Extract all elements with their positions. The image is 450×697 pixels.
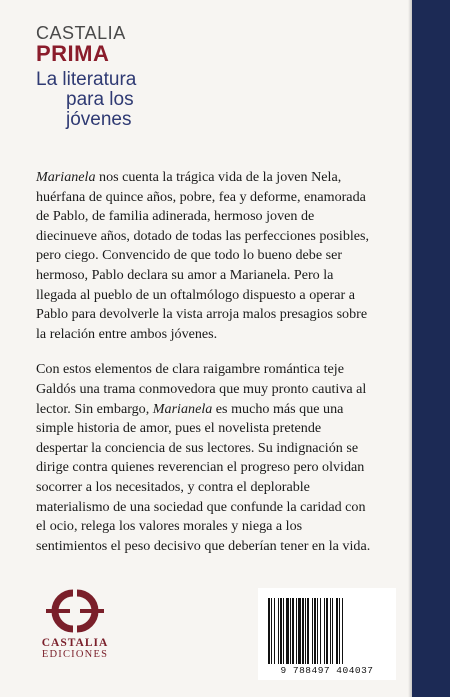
barcode-bar	[314, 598, 316, 664]
series-logo	[36, 24, 136, 130]
barcode-bar	[286, 598, 289, 664]
series-name: CASTALIA	[36, 23, 126, 43]
barcode-bar	[326, 598, 328, 664]
series-subname: PRIMA	[36, 41, 110, 66]
barcode-bar	[330, 598, 331, 664]
barcode-bar	[305, 598, 306, 664]
barcode-bar	[292, 598, 294, 664]
synopsis-text-2b: es mucho más que una simple historia de amor, pues el novelista pretende despertar la conciencia de sus lectores. Su indignación se dirige contra quienes reverencian el progreso pero olvidan socorrer a los necesitados, y contra el deplorable materialismo de una sociedad que confunde la caridad con el ocio, relega los valores morales y niega a los sentimientos el peso decisivo que deberían tener en la vida.	[36, 400, 371, 554]
barcode-bar	[268, 598, 270, 664]
barcode-bar	[339, 598, 340, 664]
barcode-bar	[307, 598, 309, 664]
series-tagline-3: jóvenes	[66, 109, 132, 130]
publisher-emblem-icon	[36, 587, 114, 635]
barcode-bar	[320, 598, 321, 664]
synopsis-text-2a: Con estos elementos de clara raigambre romántica teje Galdós una trama conmovedora que muy pronto cautiva al lector. Sin embargo,	[36, 361, 367, 417]
barcode-bars-icon	[266, 598, 388, 664]
barcode-bar	[336, 598, 338, 664]
barcode	[258, 588, 396, 680]
barcode-bar	[332, 598, 333, 664]
barcode-bar	[342, 598, 343, 664]
publisher-logo	[36, 587, 118, 661]
barcode-bar	[280, 598, 282, 664]
publisher-name: CASTALIA	[41, 637, 109, 649]
synopsis	[36, 168, 376, 556]
barcode-bar	[274, 598, 275, 664]
series-tagline-1: La literatura	[36, 69, 137, 90]
barcode-bar	[324, 598, 325, 664]
spine	[412, 0, 450, 697]
barcode-bar	[283, 598, 284, 664]
barcode-bar	[312, 598, 313, 664]
barcode-bar	[290, 598, 291, 664]
book-title: Marianela	[36, 169, 96, 185]
series-tagline-2: para los	[66, 89, 134, 110]
barcode-bar	[271, 598, 272, 664]
publisher-subname: EDICIONES	[41, 649, 109, 660]
synopsis-paragraph-2	[36, 360, 376, 556]
isbn-number: 9 788497 404037	[280, 665, 374, 676]
book-title-inline: Marianela	[152, 400, 213, 417]
barcode-bar	[298, 598, 301, 664]
barcode-bar	[302, 598, 304, 664]
barcode-bar	[278, 598, 279, 664]
synopsis-paragraph-1	[36, 168, 376, 344]
barcode-bar	[296, 598, 297, 664]
barcode-bar	[317, 598, 318, 664]
synopsis-text-1: nos cuenta la trágica vida de la joven Nela, huérfana de quince años, pobre, fea y deforme, enamorada de Pablo, de familia adinerada, hermoso joven de diecinueve años, dotado de todas las perfecciones posibles, pero ciego. Convencido de que todo lo bueno debe ser hermoso, Pablo declara su amor a Marianela. Pero la llegada al pueblo de un oftalmólogo dispuesto a operar a Pablo para devolverle la vista arroja malos presagios sobre la relación entre ambos jóvenes.	[36, 169, 370, 342]
